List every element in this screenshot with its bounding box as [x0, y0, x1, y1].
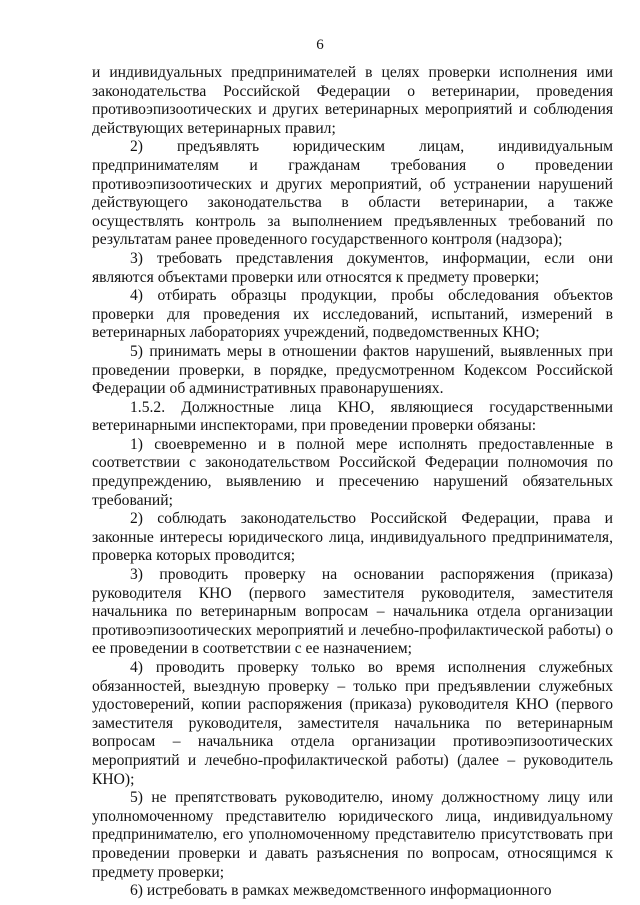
paragraph-item-4: 4) отбирать образцы продукции, пробы обследования объектов проверки для проведения их исследований, испытаний, измерений в ветеринарных лабораториях учреждений, подведомственных КНО;	[92, 287, 613, 342]
obligation-item-6: 6) истребовать в рамках межведомственного информационного	[130, 882, 552, 900]
obligation-item-4: 4) проводить проверку только во время исполнения служебных обязанностей, выездную проверку – только при предъявлении служебных удостоверений, копии распоряжения (приказа) руководителя КНО (первого заместителя руководителя, заместителя начальника по ветеринарным вопросам – начальника отдела организации противоэпизоотических мероприятий и лечебно-профилактической работы) (далее – руководитель КНО);	[92, 659, 613, 788]
obligation-item-1: 1) своевременно и в полной мере исполнять предоставленные в соответствии с законодательством Российской Федерации полномочия по предупреждению, выявлению и пресечению нарушений обязательных требований;	[92, 435, 613, 509]
section-heading-1-5-2: 1.5.2. Должностные лица КНО, являющиеся государственными ветеринарными инспекторами, при проведении проверки обязаны:	[92, 398, 613, 435]
obligation-item-2: 2) соблюдать законодательство Российской Федерации, права и законные интересы юридического лица, индивидуального предпринимателя, проверка которых проводится;	[92, 510, 613, 565]
paragraph-continuation: и индивидуальных предпринимателей в целях проверки исполнения ими законодательства Российской Федерации о ветеринарии, проведения противоэпизоотических и других ветеринарных мероприятий и соблюдения действующих ветеринарных правил;	[92, 64, 613, 137]
paragraph-item-3: 3) требовать представления документов, информации, если они являются объектами проверки или относятся к предмету проверки;	[92, 249, 613, 286]
obligation-item-3: 3) проводить проверку на основании распоряжения (приказа) руководителя КНО (первого заместителя руководителя, заместителя начальника по ветеринарным вопросам – начальника отдела организации противоэпизоотических мероприятий и лечебно-профилактической работы) о ее проведении в соответствии с ее назначением;	[92, 566, 613, 658]
paragraph-item-2: 2) предъявлять юридическим лицам, индивидуальным предпринимателям и гражданам требования о проведении противоэпизоотических и других мероприятий, об устранении нарушений действующего законодательства в области ветеринарии, а также осуществлять контроль за выполнением предъявленных требований по результатам ранее проведенного государственного контроля (надзора);	[92, 138, 613, 249]
obligation-item-5: 5) не препятствовать руководителю, иному должностному лицу или уполномоченному представителю юридического лица, индивидуальному предпринимателю, его уполномоченному представителю присутствовать при проведении проверки и давать разъяснения по вопросам, относящимся к предмету проверки;	[92, 789, 613, 881]
document-body	[92, 64, 613, 901]
paragraph-item-5: 5) принимать меры в отношении фактов нарушений, выявленных при проведении проверки, в порядке, предусмотренном Кодексом Российской Федерации об административных правонарушениях.	[92, 342, 613, 398]
page-number: 6	[316, 37, 324, 53]
